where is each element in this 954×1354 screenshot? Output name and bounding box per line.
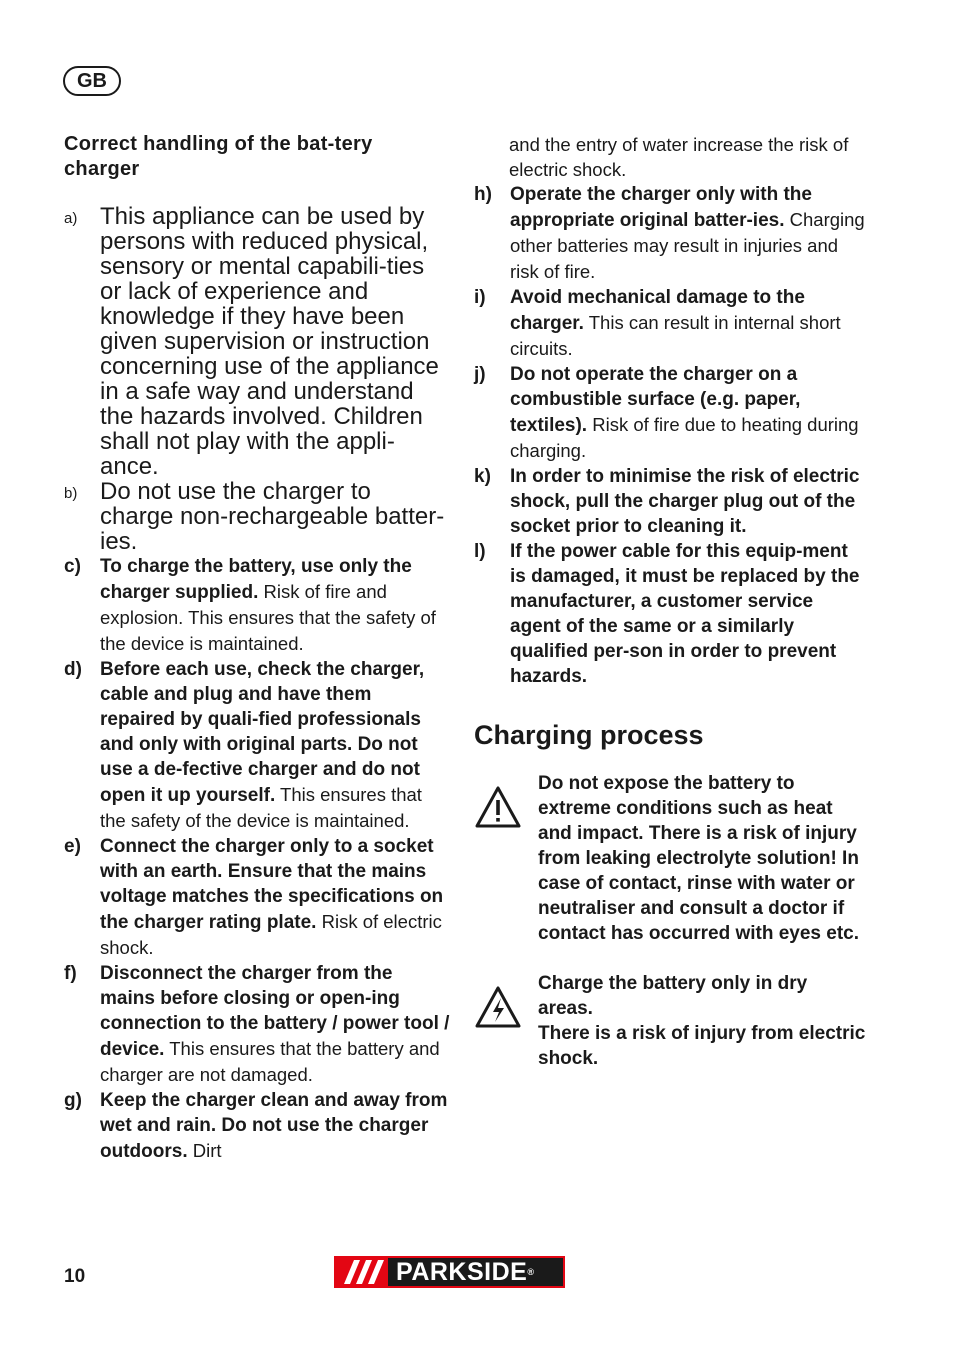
warning-block (474, 771, 866, 946)
item-normal-text: This ensures that the safety of the device is maintained. (100, 784, 422, 831)
item-normal-text: This ensures that the battery and charger are not damaged. (100, 1038, 440, 1085)
list-item-g (64, 1088, 450, 1164)
item-bold-text: Before each use, check the charger, cable and plug and have them repaired by quali-fied professionals and only with original parts. Do not use a de-fective charger and do not open it up yourself. (100, 659, 425, 806)
item-normal-text: Charging other batteries may result in injuries and risk of fire. (510, 209, 865, 282)
logo-stripes-icon (334, 1256, 388, 1288)
item-normal-text: Dirt (187, 1140, 222, 1161)
brand-name: PARKSIDE® (388, 1258, 563, 1286)
list-item-c (64, 554, 450, 657)
section-title: Correct handling of the bat-tery charger (64, 133, 373, 180)
list-item-e (64, 834, 450, 961)
item-label: l) (474, 541, 486, 562)
item-text: This appliance can be used by persons with reduced physical, sensory or mental capabili-ties or lack of experience and knowledge if they have been given supervision or instruction concerning use of the appliance in a safe way and understand the hazards involved. Children shall not play with the appli-ance. (100, 203, 439, 480)
item-bold-text: If the power cable for this equip-ment is damaged, it must be replaced by the manufacturer, a customer service agent of the same or a similarly qualified per-son in order to prevent hazards. (510, 541, 860, 687)
parkside-logo (334, 1256, 565, 1288)
list-item-i (474, 285, 866, 362)
page-number: 10 (64, 1266, 86, 1287)
electric-shock-icon (474, 971, 538, 1071)
item-label: b) (64, 485, 78, 502)
continued-text: and the entry of water increase the risk of electric shock. (509, 134, 849, 180)
item-bold-text: Do not operate the charger on a combustible surface (e.g. paper, textiles). (510, 364, 801, 436)
item-label: j) (474, 364, 486, 385)
item-normal-text: Risk of electric shock. (100, 911, 442, 958)
warning-text: Do not expose the battery to extreme conditions such as heat and impact. There is a risk of injury from leaking electrolyte solution! In case of contact, rinse with water or neutraliser and consult a doctor if contact has occurred with eyes etc. (538, 773, 860, 944)
item-label: a) (64, 210, 78, 227)
list-item-a (64, 204, 450, 479)
right-column (474, 132, 866, 1071)
item-bold-text: Operate the charger only with the appropriate original batter-ies. (510, 184, 812, 231)
list-item-k (474, 464, 866, 539)
electric-warning-block (474, 971, 866, 1071)
item-bold-text: Disconnect the charger from the mains before closing or open-ing connection to the battery / power tool / device. (100, 963, 450, 1060)
item-label: h) (474, 184, 492, 205)
item-label: f) (64, 963, 77, 984)
item-label: d) (64, 659, 82, 680)
electric-warning-line-1: Charge the battery only in dry areas. (538, 973, 808, 1019)
electric-warning-line-2: There is a risk of injury from electric shock. (538, 1023, 866, 1069)
item-bold-text: In order to minimise the risk of electric shock, pull the charger plug out of the socket prior to cleaning it. (510, 466, 860, 537)
item-label: k) (474, 466, 491, 487)
warning-triangle-icon (474, 771, 538, 946)
left-column (64, 132, 450, 1164)
item-label: i) (474, 287, 486, 308)
list-item-l (474, 539, 866, 689)
list-item-f (64, 961, 450, 1088)
list-item-d (64, 657, 450, 834)
item-normal-text: Risk of fire and explosion. This ensures that the safety of the device is maintained. (100, 581, 436, 654)
list-item-b (64, 479, 450, 554)
item-bold-text: To charge the battery, use only the charger supplied. (100, 556, 412, 603)
item-label: e) (64, 836, 81, 857)
item-bold-text: Keep the charger clean and away from wet and rain. Do not use the charger outdoors. (100, 1090, 448, 1162)
language-badge: GB (63, 66, 121, 96)
list-item-h (474, 182, 866, 285)
item-bold-text: Connect the charger only to a socket with an earth. Ensure that the mains voltage matches the specifications on the charger rating plate. (100, 836, 444, 933)
item-normal-text: Risk of fire due to heating during charging. (510, 414, 859, 461)
item-label: g) (64, 1090, 82, 1111)
item-bold-text: Avoid mechanical damage to the charger. (510, 287, 805, 334)
item-text: Do not use the charger to charge non-rechargeable batter-ies. (100, 478, 445, 555)
item-label: c) (64, 556, 81, 577)
section-heading: Charging process (474, 720, 704, 750)
item-normal-text: This can result in internal short circuits. (510, 312, 841, 359)
list-item-j (474, 362, 866, 464)
